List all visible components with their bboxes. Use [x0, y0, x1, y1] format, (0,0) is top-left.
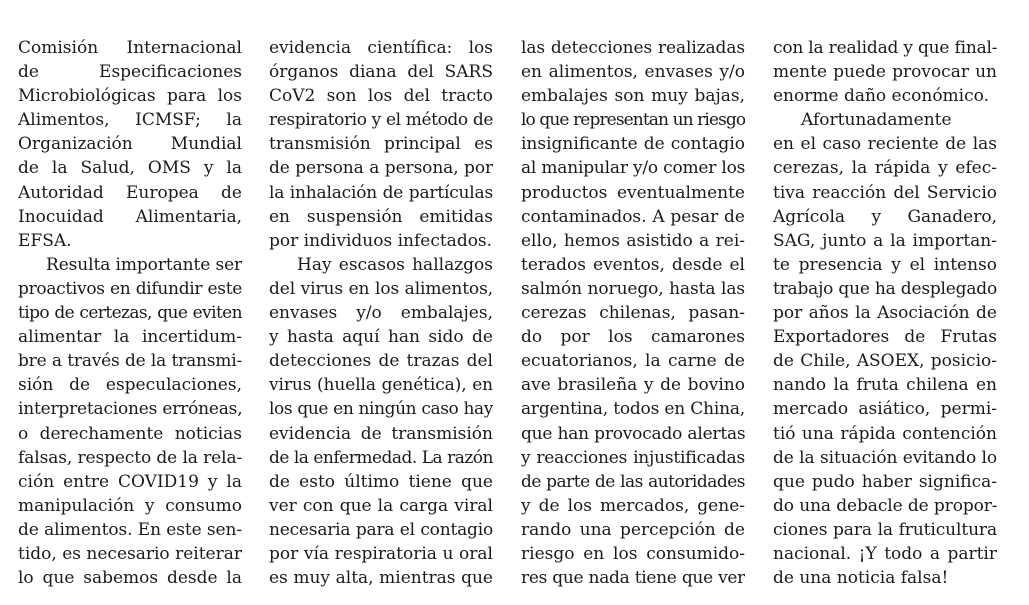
- text-line: falsas, respecto de la rela-: [18, 447, 242, 468]
- text-line: Agrícola y Ganadero,: [773, 206, 997, 227]
- article-column-1: [18, 36, 242, 590]
- text-line: de alimentos. En este sen-: [18, 519, 242, 540]
- text-line: lo que representan un riesgo: [521, 110, 745, 131]
- text-line: rando una percepción de: [521, 519, 745, 540]
- text-line: que pudo haber significa-: [773, 471, 997, 492]
- text-line: transmisión principal es: [269, 134, 493, 155]
- text-line: envases y/o embalajes,: [269, 303, 493, 324]
- text-line: interpretaciones erróneas,: [18, 399, 242, 420]
- text-line: ción entre COVID19 y la: [18, 471, 242, 492]
- text-line: detecciones de trazas del: [269, 351, 493, 372]
- text-line: Afortunadamente: [801, 110, 952, 131]
- text-line: te presencia y el intenso: [773, 254, 997, 275]
- text-line: ciones para la fruticultura: [773, 519, 997, 540]
- text-line: embalajes son muy bajas,: [521, 86, 745, 107]
- text-line: alimentar la incertidum-: [18, 327, 242, 348]
- text-line: de la Salud, OMS y la: [18, 158, 242, 179]
- text-line: proactivos en difundir este: [18, 278, 242, 299]
- text-line: Organización Mundial: [18, 134, 242, 155]
- text-line: salmón noruego, hasta las: [521, 278, 745, 299]
- text-line: mercado asiático, permi-: [773, 399, 997, 420]
- text-line: necesaria para el contagio: [269, 519, 493, 540]
- text-line: de persona a persona, por: [269, 158, 493, 179]
- text-line: de la enfermedad. La razón: [269, 447, 493, 468]
- text-line: insignificante de contagio: [521, 134, 745, 155]
- text-line: las detecciones realizadas: [521, 38, 745, 58]
- text-line: terados eventos, desde el: [521, 254, 745, 275]
- text-line: nacional. ¡Y todo a partir: [773, 543, 997, 564]
- text-line: con la realidad y que final-: [773, 38, 997, 58]
- text-line: Microbiológicas para los: [18, 86, 242, 107]
- text-line: de una noticia falsa!: [773, 568, 949, 589]
- text-line: en suspensión emitidas: [269, 206, 493, 227]
- text-line: los que en ningún caso hay: [269, 399, 493, 420]
- text-line: y hasta aquí han sido de: [269, 327, 493, 348]
- text-line: contaminados. A pesar de: [521, 206, 745, 227]
- text-line: do por los camarones: [521, 327, 745, 348]
- text-line: por individuos infectados.: [269, 230, 493, 251]
- text-line: por vía respiratoria u oral: [269, 543, 493, 564]
- text-line: Exportadores de Frutas: [773, 327, 997, 348]
- text-line: tiva reacción del Servicio: [773, 182, 997, 203]
- text-line: órganos diana del SARS: [269, 62, 493, 83]
- text-line: riesgo en los consumido-: [521, 543, 745, 564]
- text-line: Autoridad Europea de: [18, 182, 242, 203]
- text-line: y reacciones injustificadas: [521, 447, 745, 468]
- text-line: que han provocado alertas: [521, 423, 745, 444]
- text-line: Alimentos, ICMSF; la: [18, 110, 242, 131]
- text-line: do una debacle de propor-: [773, 495, 997, 516]
- text-line: cerezas, la rápida y efec-: [773, 158, 997, 179]
- text-line: tipo de certezas, que eviten: [18, 303, 242, 324]
- text-line: argentina, todos en China,: [521, 399, 745, 420]
- text-line: Resulta importante ser: [46, 254, 242, 275]
- text-line: productos eventualmente: [521, 182, 745, 203]
- text-line: Comisión Internacional: [18, 38, 242, 58]
- text-line: Hay escasos hallazgos: [297, 254, 493, 275]
- text-line: cerezas chilenas, pasan-: [521, 303, 745, 324]
- text-line: enorme daño económico.: [773, 86, 989, 107]
- text-line: EFSA.: [18, 230, 72, 251]
- text-line: evidencia científica: los: [269, 38, 493, 58]
- text-line: SAG, junto a la importan-: [773, 230, 997, 251]
- text-line: o derechamente noticias: [18, 423, 242, 444]
- text-line: en alimentos, envases y/o: [521, 62, 745, 83]
- text-line: del virus en los alimentos,: [269, 278, 493, 299]
- text-line: lo que sabemos desde la: [18, 568, 242, 589]
- text-line: manipulación y consumo: [18, 495, 242, 516]
- text-line: ave brasileña y de bovino: [521, 375, 745, 396]
- text-line: de parte de las autoridades: [521, 471, 745, 492]
- text-line: nando la fruta chilena en: [773, 375, 997, 396]
- text-line: tido, es necesario reiterar: [18, 543, 242, 564]
- text-line: Inocuidad Alimentaria,: [18, 206, 242, 227]
- text-line: ecuatorianos, la carne de: [521, 351, 745, 372]
- text-line: CoV2 son los del tracto: [269, 86, 493, 107]
- text-line: de esto último tiene que: [269, 471, 493, 492]
- text-line: bre a través de la transmi-: [18, 351, 242, 372]
- text-line: de Especificaciones: [18, 62, 242, 83]
- article-column-3: [521, 36, 745, 590]
- text-line: virus (huella genética), en: [269, 375, 493, 396]
- text-line: la inhalación de partículas: [269, 182, 493, 203]
- text-line: de Chile, ASOEX, posicio-: [773, 351, 997, 372]
- text-line: por años la Asociación de: [773, 303, 997, 324]
- text-line: es muy alta, mientras que: [269, 568, 493, 589]
- text-line: respiratorio y el método de: [269, 110, 493, 131]
- text-line: tió una rápida contención: [773, 423, 997, 444]
- article-column-4: [773, 36, 997, 590]
- text-line: en el caso reciente de las: [773, 134, 997, 155]
- text-line: evidencia de transmisión: [269, 423, 493, 444]
- text-line: ver con que la carga viral: [269, 495, 493, 516]
- text-line: res que nada tiene que ver: [521, 568, 745, 589]
- text-line: mente puede provocar un: [773, 62, 997, 83]
- text-line: ello, hemos asistido a rei-: [521, 230, 745, 251]
- text-line: y de los mercados, gene-: [521, 495, 745, 516]
- text-line: trabajo que ha desplegado: [773, 278, 997, 299]
- article-column-2: [269, 36, 493, 590]
- text-line: sión de especulaciones,: [18, 375, 242, 396]
- text-line: de la situación evitando lo: [773, 447, 997, 468]
- text-line: al manipular y/o comer los: [521, 158, 745, 179]
